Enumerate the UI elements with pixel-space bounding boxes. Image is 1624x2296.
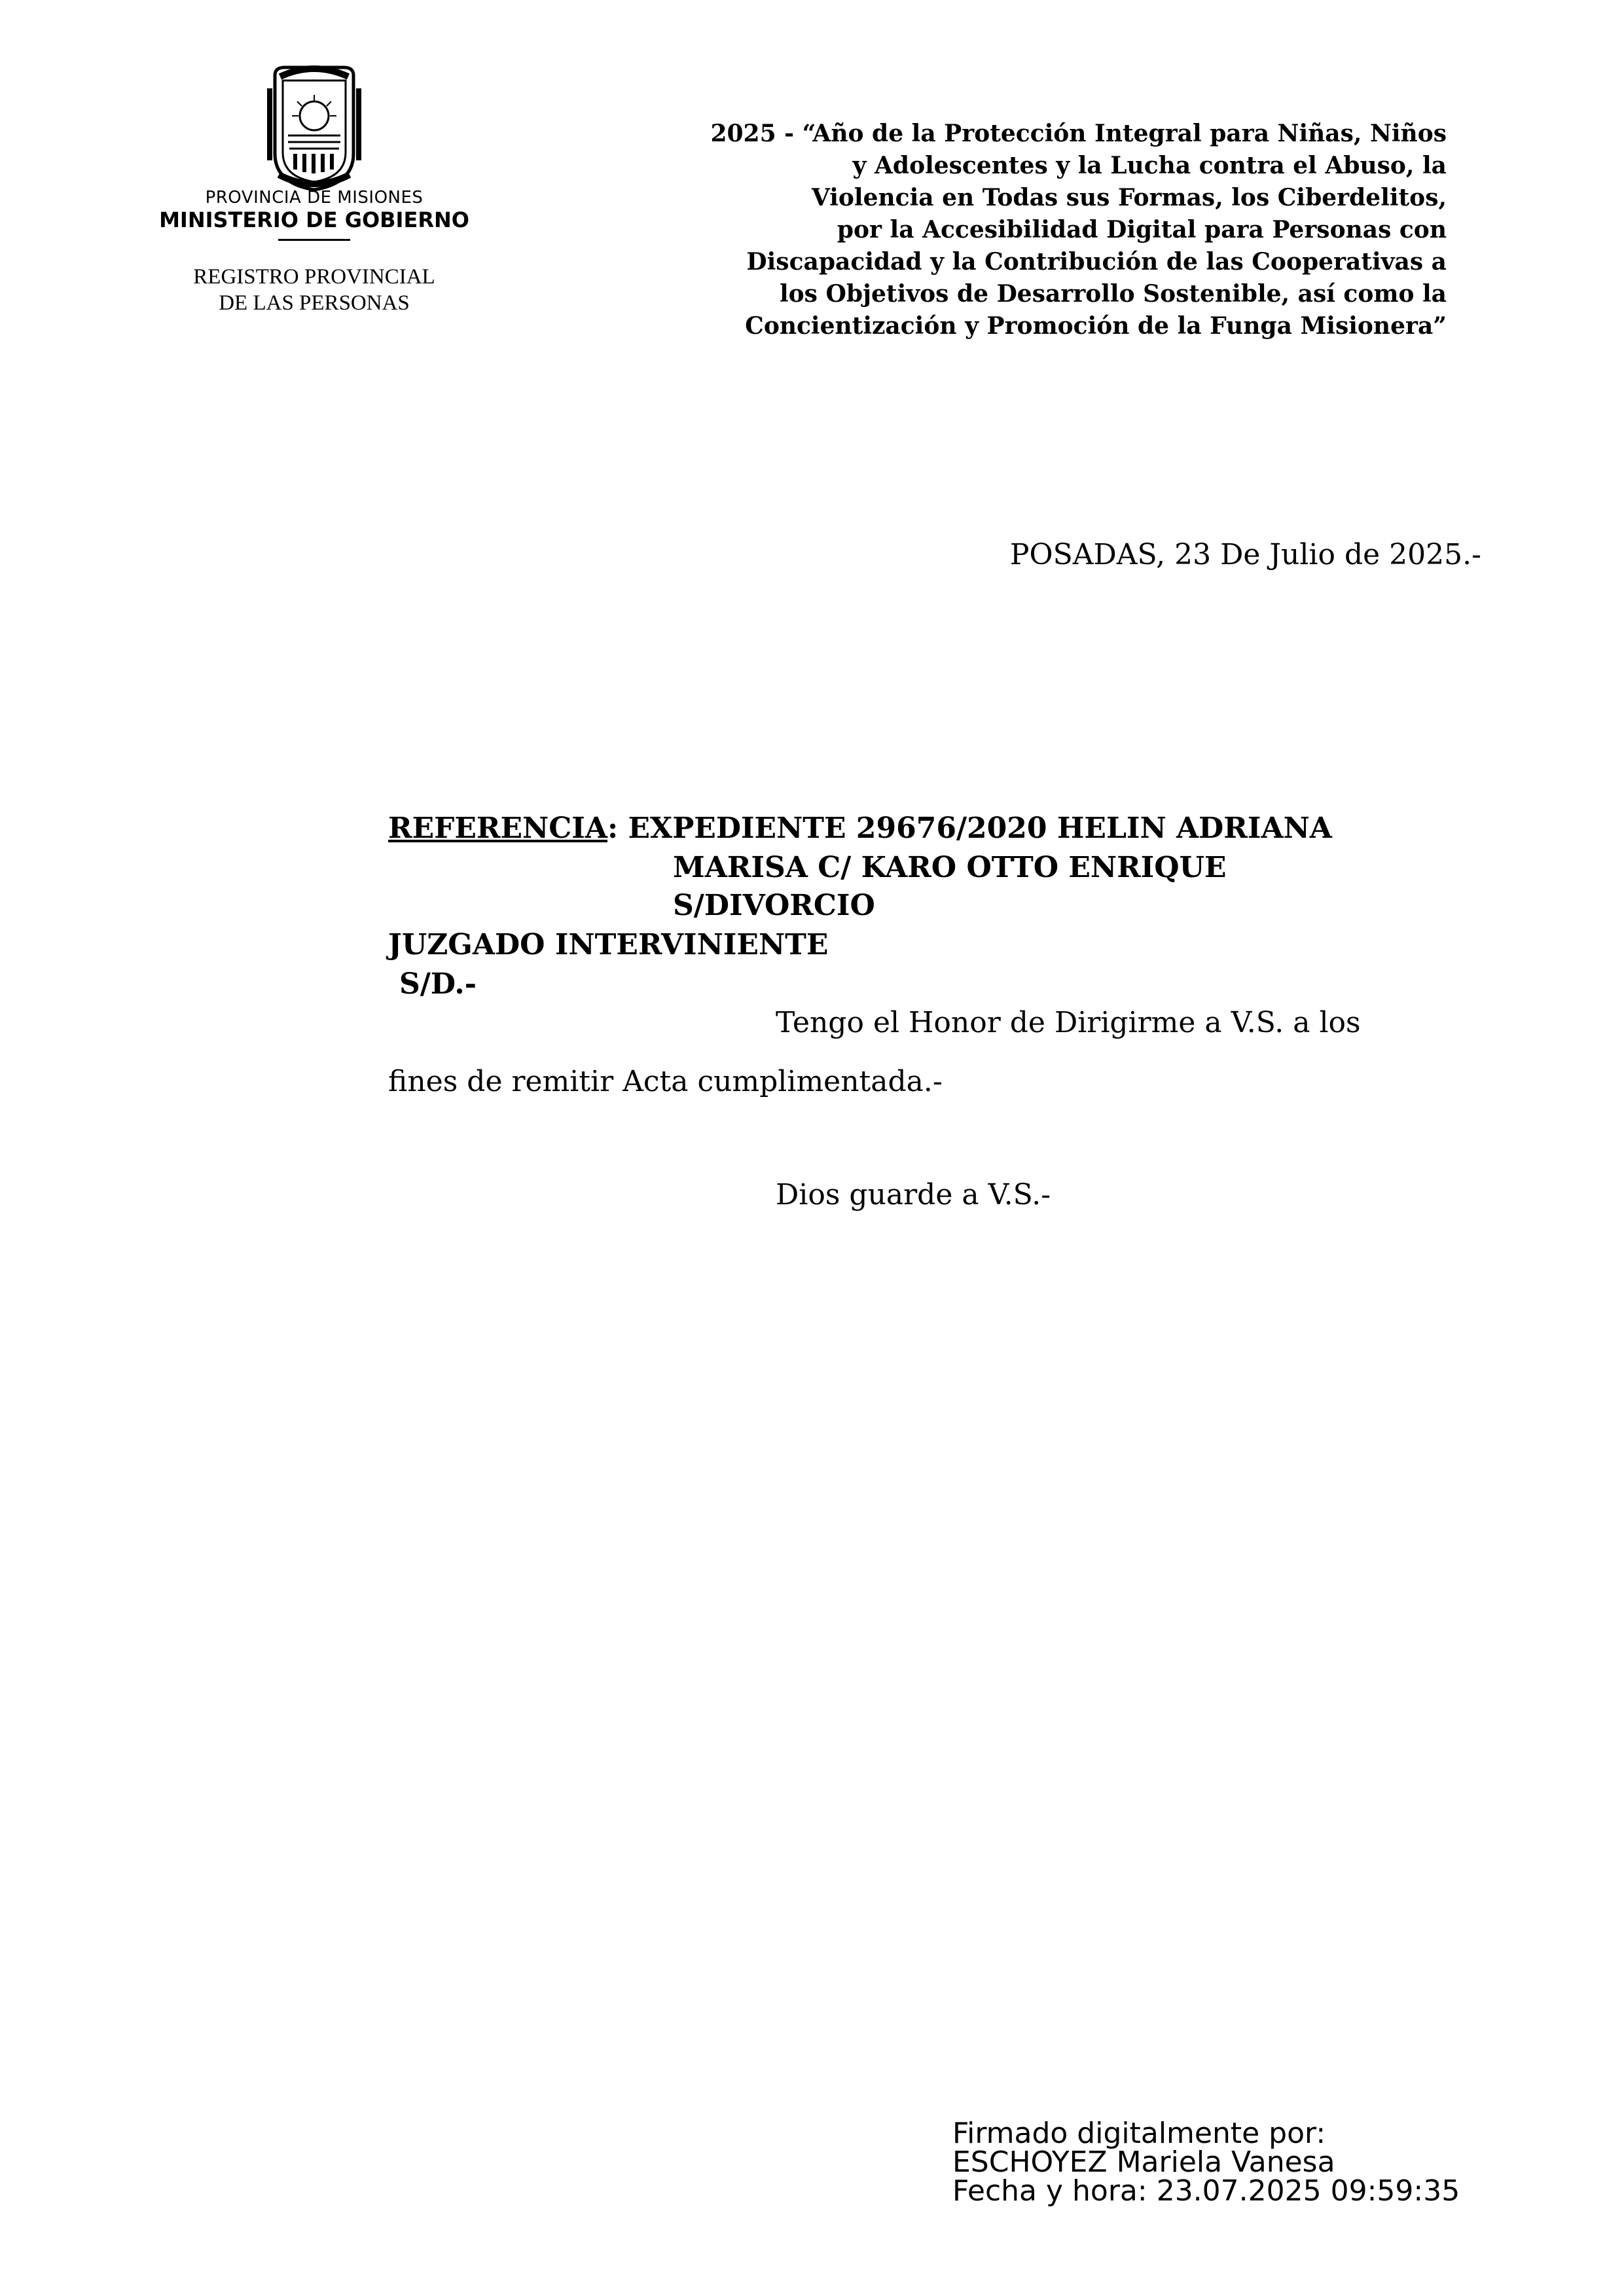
digital-signature-datetime: Fecha y hora: 23.07.2025 09:59:35 [952,2174,1460,2208]
registry-name-line1: REGISTRO PROVINCIAL [193,265,435,289]
reference-label: REFERENCIA [388,812,607,845]
registry-name-line2: DE LAS PERSONAS [219,291,410,315]
body-text-line1: Tengo el Honor de Dirigirme a V.S. a los [776,1006,1361,1039]
place-and-date: POSADAS, 23 De Julio de 2025.- [1009,538,1481,571]
reference-line [388,812,1332,845]
ministry-name: MINISTERIO DE GOBIERNO [159,207,469,232]
addressee-court: JUZGADO INTERVINIENTE [388,928,829,961]
motto-line: Discapacidad y la Contribución de las Cooperativas a [746,248,1447,276]
closing-salutation: Dios guarde a V.S.- [776,1178,1051,1211]
digital-signature-label: Firmado digitalmente por: [952,2117,1326,2150]
reference-case-number: : EXPEDIENTE 29676/2020 HELIN ADRIANA [607,812,1332,845]
digital-signature-name: ESCHOYEZ Mariela Vanesa [952,2145,1335,2179]
motto-line: los Objetivos de Desarrollo Sostenible, así como la [779,280,1447,308]
reference-subject: S/DIVORCIO [673,889,875,922]
addressee-sd: S/D.- [399,967,477,1001]
motto-line: y Adolescentes y la Lucha contra el Abuso, la [852,152,1447,179]
reference-parties: MARISA C/ KARO OTTO ENRIQUE [673,851,1227,884]
ministry-divider [278,239,350,241]
province-name: PROVINCIA DE MISIONES [205,188,424,207]
provincial-seal-icon [255,62,373,193]
motto-line: por la Accesibilidad Digital para Personas con [837,216,1447,243]
motto-line: 2025 - “Año de la Protección Integral para Niñas, Niños [710,120,1447,147]
motto-line: Concientización y Promoción de la Funga Misionera” [745,312,1447,340]
header-logo-block [157,62,471,337]
year-motto [576,118,1447,342]
body-text-line2: fines de remitir Acta cumplimentada.- [388,1065,943,1098]
motto-line: Violencia en Todas sus Formas, los Ciberdelitos, [811,184,1447,211]
